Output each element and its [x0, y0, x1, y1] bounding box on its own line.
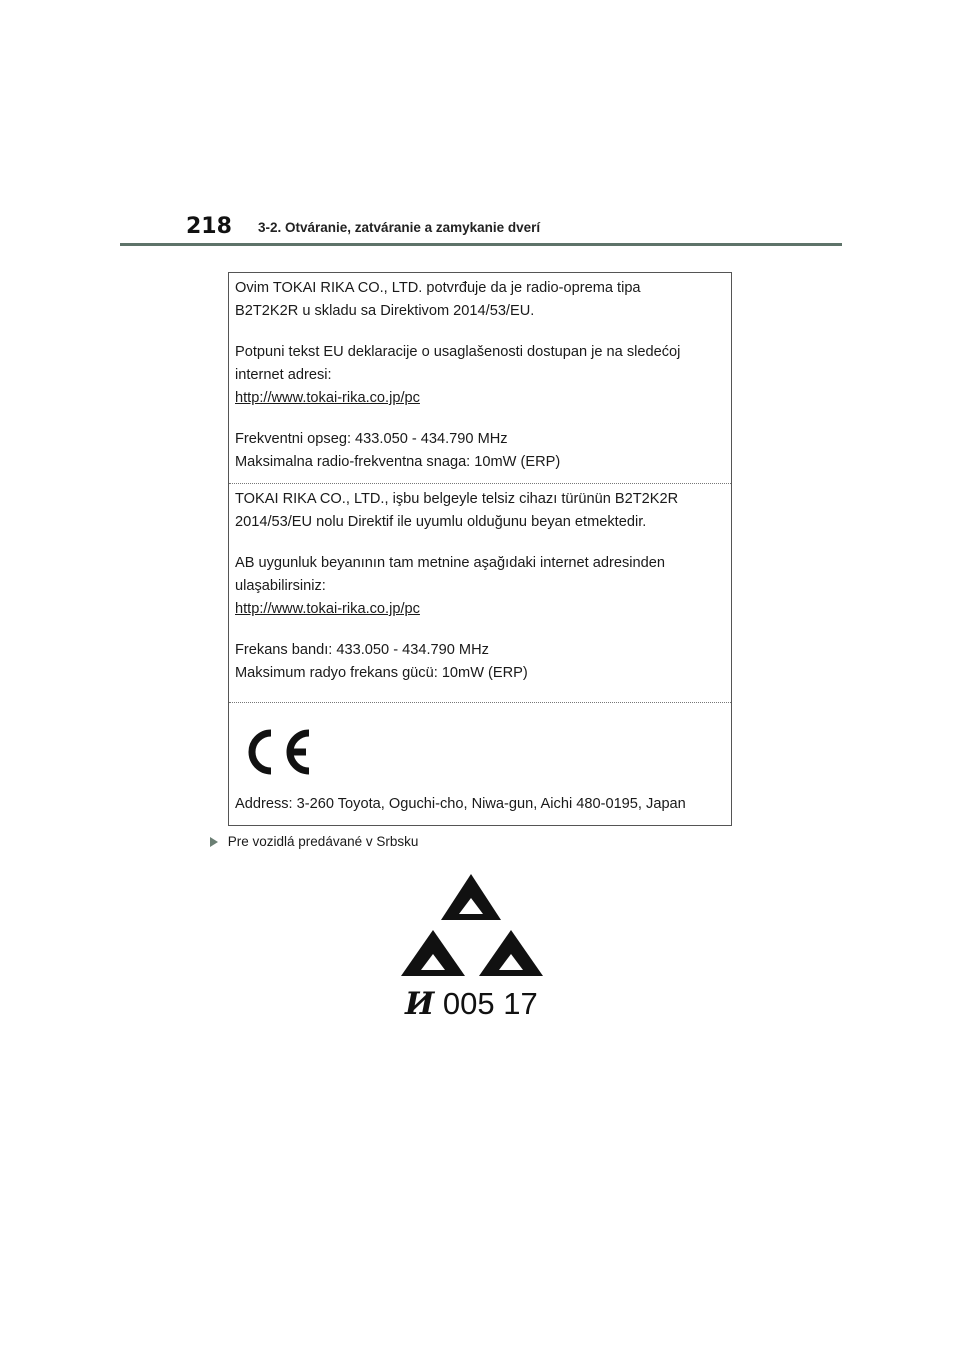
serbia-code-number: 005 17	[442, 986, 538, 1021]
serbia-conformity-mark-icon	[395, 868, 555, 988]
serbian-declaration	[229, 273, 731, 483]
turkish-line-4: ulaşabilirsiniz:	[235, 578, 326, 594]
serbia-bullet-text: Pre vozidlá predávané v Srbsku	[227, 834, 419, 849]
turkish-frequency: Frekans bandı: 433.050 - 434.790 MHz	[235, 642, 489, 658]
header-rule	[120, 243, 842, 246]
turkish-declaration	[229, 483, 731, 702]
turkish-link[interactable]: http://www.tokai-rika.co.jp/pc	[235, 601, 420, 617]
declaration-box	[228, 272, 732, 826]
serbian-line-3: Potpuni tekst EU deklaracije o usaglašenosti dostupan je na sledećoj	[235, 344, 681, 360]
bullet-marker-icon	[210, 837, 218, 847]
serbia-bullet	[210, 834, 418, 849]
ce-mark-icon	[241, 729, 313, 775]
turkish-line-1: TOKAI RIKA CO., LTD., işbu belgeyle telsiz cihazı türünün B2T2K2R	[235, 491, 679, 507]
ce-section	[229, 702, 731, 826]
serbia-mark-code	[405, 986, 538, 1022]
serbia-cyrillic-letter: И	[405, 986, 435, 1022]
serbian-line-1: Ovim TOKAI RIKA CO., LTD. potvrđuje da je radio-oprema tipa	[235, 280, 641, 296]
serbian-line-4: internet adresi:	[235, 367, 332, 383]
section-title: 3-2. Otváranie, zatváranie a zamykanie dverí	[258, 220, 541, 235]
serbian-line-2: B2T2K2R u skladu sa Direktivom 2014/53/EU.	[235, 303, 535, 319]
turkish-line-2: 2014/53/EU nolu Direktif ile uyumlu olduğunu beyan etmektedir.	[235, 514, 647, 530]
serbian-power: Maksimalna radio-frekventna snaga: 10mW (ERP)	[235, 454, 561, 470]
turkish-power: Maksimum radyo frekans gücü: 10mW (ERP)	[235, 665, 528, 681]
page-number: 218	[186, 214, 232, 239]
manufacturer-address: Address: 3-260 Toyota, Oguchi-cho, Niwa-gun, Aichi 480-0195, Japan	[235, 796, 686, 812]
serbian-frequency: Frekventni opseg: 433.050 - 434.790 MHz	[235, 431, 508, 447]
turkish-line-3: AB uygunluk beyanının tam metnine aşağıdaki internet adresinden	[235, 555, 665, 571]
serbian-link[interactable]: http://www.tokai-rika.co.jp/pc	[235, 390, 420, 406]
